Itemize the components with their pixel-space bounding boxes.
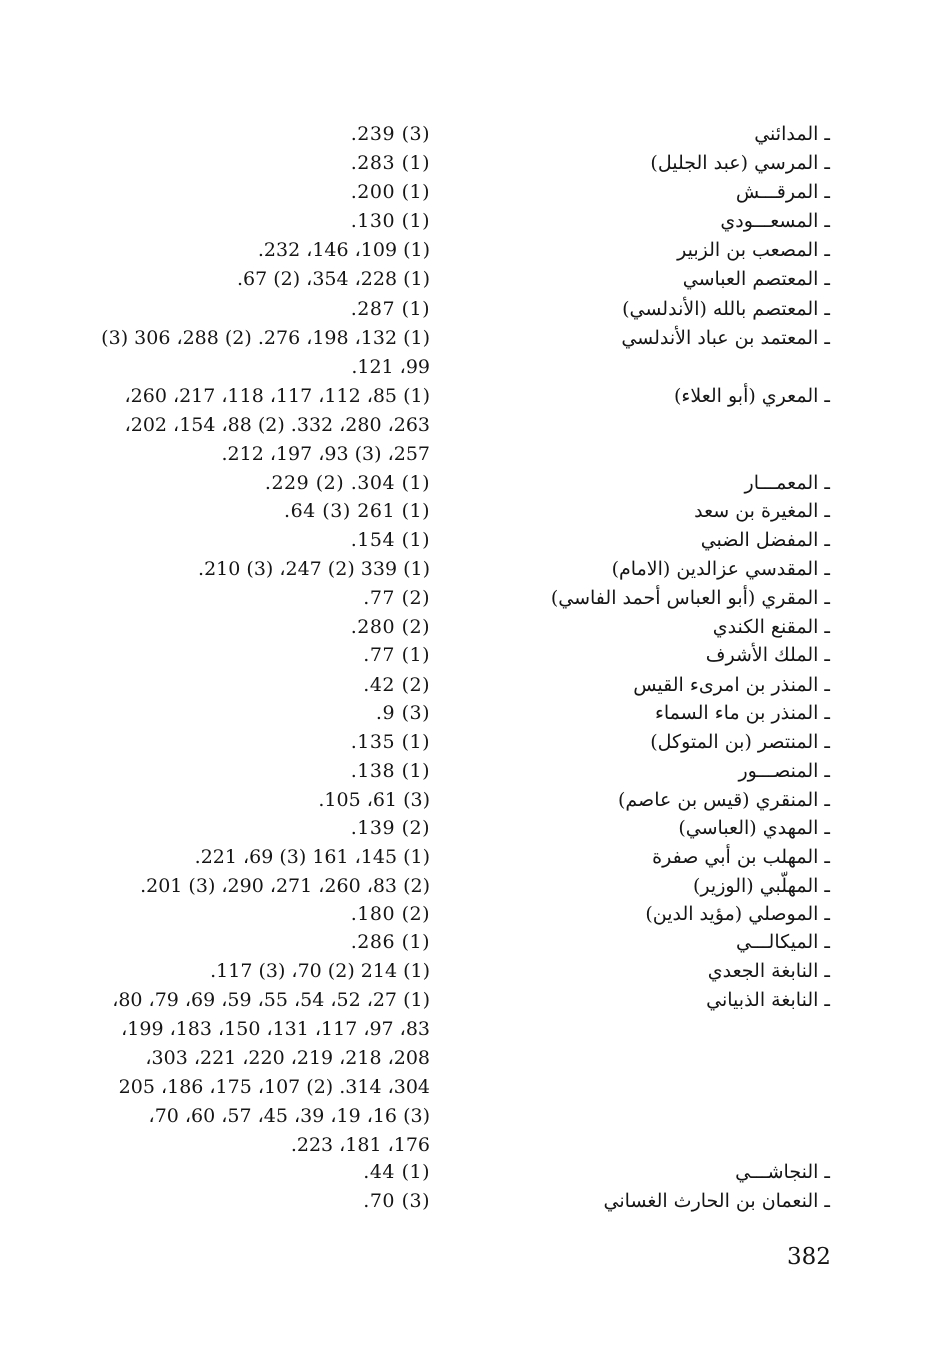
index-entry-name: ـ المرقـــش	[735, 181, 830, 203]
index-entry-refs: (1) 85، 112، 117، 118، 217، 260،	[124, 385, 430, 407]
index-entry-refs: (2) 180.	[350, 903, 430, 925]
index-entry-refs: 304، 314. (2) 107، 175، 186، 205	[118, 1076, 430, 1098]
index-entry-name: ـ المعتصم بالله (الأندلسي)	[622, 298, 830, 320]
index-entry-name: ـ المهلب بن أبي صفرة	[652, 846, 830, 868]
index-entry-name: ـ الميكالـــي	[736, 931, 830, 953]
index-entry-name: ـ المنصـــور	[738, 760, 830, 782]
index-entry-refs: (2) 83، 260، 271، 290، (3) 201.	[140, 875, 430, 897]
index-entry-refs: 263، 280، 332. (2) 88، 154، 202،	[124, 414, 430, 436]
index-entry-refs: (1) 77.	[363, 644, 430, 666]
index-entry-refs: (2) 280.	[350, 616, 430, 638]
index-entry-name: ـ المفضل الضبي	[700, 529, 830, 551]
index-entry-name: ـ المعري (أبو العلاء)	[674, 385, 830, 407]
index-entry-name: ـ المعمـــار	[744, 472, 830, 494]
index-entry-name: ـ المنتصر (بن المتوكل)	[650, 731, 830, 753]
index-entry-refs: (1) 44.	[363, 1161, 430, 1183]
index-entry-refs: (2) 139.	[350, 817, 430, 839]
index-entry-name: ـ المقنع الكندي	[712, 616, 830, 638]
index-entry-refs: (1) 287.	[350, 298, 430, 320]
index-entry-refs: (1) 304. (2) 229.	[264, 472, 430, 494]
index-entry-name: ـ النابغة الذبياني	[706, 989, 830, 1011]
index-entry-name: ـ النابغة الجعدي	[707, 960, 830, 982]
index-entry-refs: (1) 261 (3) 64.	[284, 500, 430, 522]
index-entry-name: ـ المقدسي عزالدين (الامام)	[611, 558, 830, 580]
index-entry-refs: 83، 97، 117، 131، 150، 183، 199،	[121, 1018, 430, 1040]
index-entry-name: ـ الموصلي (مؤيد الدين)	[645, 903, 830, 925]
index-entry-name: ـ المسعـــودي	[720, 210, 830, 232]
page-number: 382	[787, 1244, 831, 1270]
index-entry-refs: (1) 200.	[350, 181, 430, 203]
index-entry-refs: (1) 138.	[350, 760, 430, 782]
index-entry-refs: (1) 228، 354، (2) 67.	[236, 268, 430, 290]
index-entry-refs: (1) 339 (2) 247، (3) 210.	[198, 558, 430, 580]
index-entry-refs: (1) 283.	[350, 152, 430, 174]
index-entry-name: ـ الملك الأشرف	[705, 644, 830, 666]
index-entry-name: ـ المرسي (عبد الجليل)	[650, 152, 830, 174]
index-entry-refs: (1) 135.	[350, 731, 430, 753]
index-entry-name: ـ المنقري (قيس بن عاصم)	[618, 789, 830, 811]
index-entry-refs: 257، (3) 93، 197، 212.	[221, 443, 430, 465]
index-entry-refs: (1) 132، 198، 276. (2) 288، 306 (3)	[101, 327, 430, 349]
index-entry-name: ـ المدائني	[754, 123, 830, 145]
index-entry-refs: (1) 27، 52، 54، 55، 59، 69، 79، 80،	[112, 989, 430, 1011]
index-entry-name: ـ النعمان بن الحارث الغساني	[603, 1190, 830, 1212]
index-entry-name: ـ المنذر بن ماء السماء	[654, 702, 830, 724]
index-entry-refs: (3) 9.	[375, 702, 430, 724]
index-entry-name: ـ المهلّبي (الوزير)	[693, 875, 830, 897]
index-entry-refs: 99، 121.	[351, 356, 430, 378]
index-entry-refs: (1) 109، 146، 232.	[257, 239, 430, 261]
index-entry-refs: (1) 286.	[350, 931, 430, 953]
index-entry-name: ـ المصعب بن الزبير	[677, 239, 830, 261]
index-entry-refs: 176، 181، 223.	[290, 1134, 430, 1156]
index-entry-name: ـ المعتصم العباسي	[682, 268, 830, 290]
index-entry-name: ـ النجاشـــي	[735, 1161, 830, 1183]
index-entry-name: ـ المقري (أبو العباس أحمد الفاسي)	[550, 587, 830, 609]
index-entry-refs: (3) 16، 19، 39، 45، 57، 60، 70،	[148, 1105, 430, 1127]
index-entry-refs: 208، 218، 219، 220، 221، 303،	[145, 1047, 430, 1069]
index-entry-refs: (2) 42.	[363, 674, 430, 696]
index-entry-name: ـ المهدي (العباسي)	[678, 817, 830, 839]
index-entry-refs: (3) 70.	[363, 1190, 430, 1212]
index-entry-name: ـ المغيرة بن سعد	[694, 500, 830, 522]
index-entry-refs: (3) 61، 105.	[318, 789, 430, 811]
index-entry-refs: (2) 77.	[363, 587, 430, 609]
index-entry-name: ـ المنذر بن امرىء القيس	[633, 674, 830, 696]
index-entry-refs: (1) 214 (2) 70، (3) 117.	[210, 960, 430, 982]
index-entry-refs: (1) 154.	[350, 529, 430, 551]
index-entry-name: ـ المعتمد بن عباد الأندلسي	[621, 327, 830, 349]
index-entry-refs: (3) 239.	[350, 123, 430, 145]
index-entry-refs: (1) 130.	[350, 210, 430, 232]
index-entry-refs: (1) 145، 161 (3) 69، 221.	[194, 846, 430, 868]
